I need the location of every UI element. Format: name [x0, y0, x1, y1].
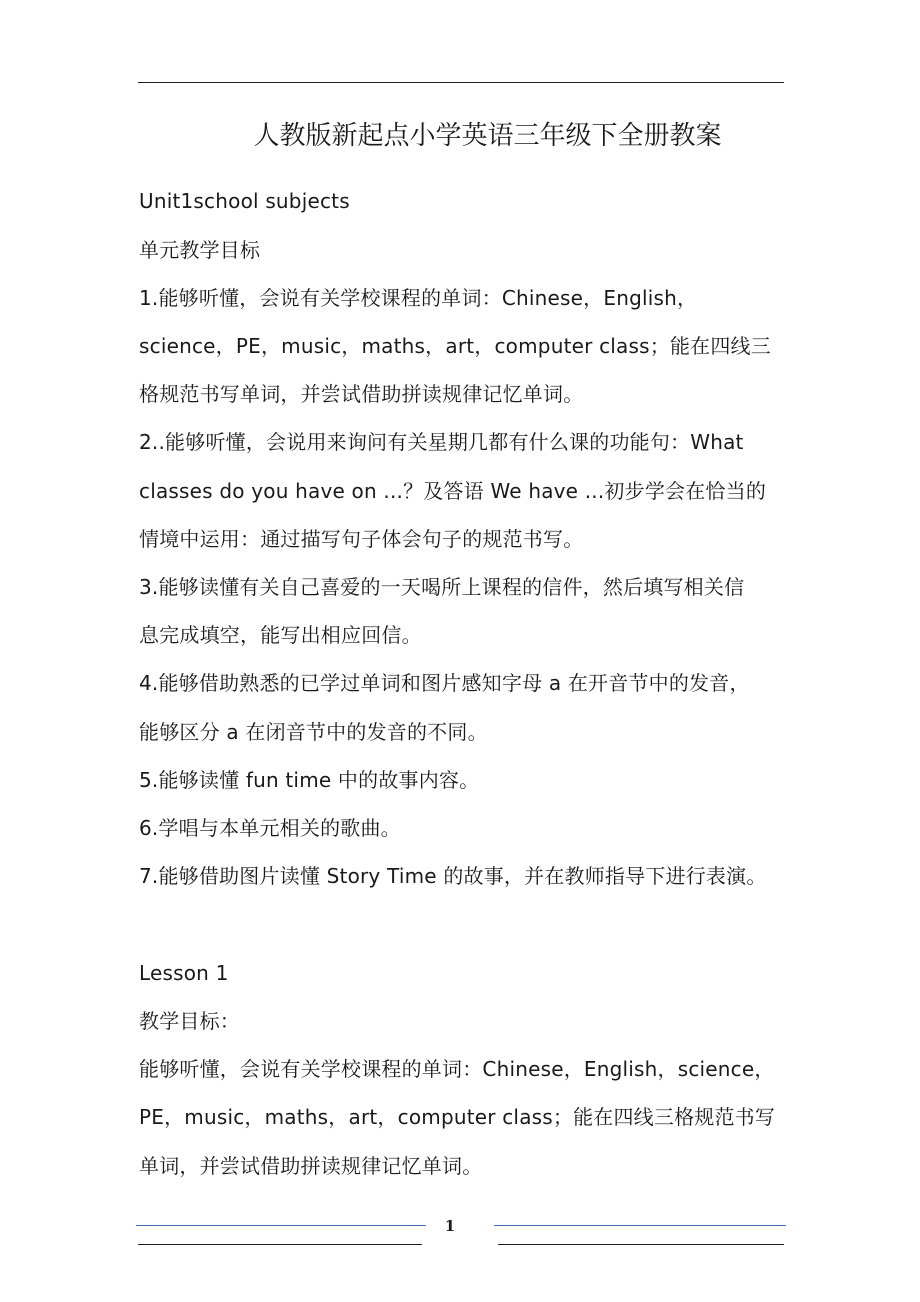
paragraph-line: 7.能够借助图片读懂 Story Time 的故事，并在教师指导下进行表演。	[139, 864, 767, 888]
paragraph-line: 4.能够借助熟悉的已学过单词和图片感知字母 a 在开音节中的发音，	[139, 671, 750, 695]
paragraph-line: 1.能够听懂，会说有关学校课程的单词：Chinese，English，	[139, 286, 698, 310]
unit-heading: Unit1school subjects	[139, 189, 350, 213]
section-heading: 单元教学目标	[139, 238, 261, 262]
paragraph-line: science，PE，music，maths，art，computer class；能在四线三	[139, 334, 771, 358]
paragraph-line: 2..能够听懂，会说用来询问有关星期几都有什么课的功能句：What	[139, 430, 744, 454]
paragraph-line: PE，music，maths，art，computer class；能在四线三格规范书写	[139, 1105, 776, 1129]
paragraph-line: 6.学唱与本单元相关的歌曲。	[139, 816, 401, 840]
paragraph-line: 5.能够读懂 fun time 中的故事内容。	[139, 768, 480, 792]
page-number: 1	[444, 1217, 456, 1235]
footer-rule-right-lower	[498, 1244, 784, 1245]
document-title-text: 人教版新起点小学英语三年级下全册教案	[253, 121, 722, 151]
paragraph-line: 情境中运用：通过描写句子体会句子的规范书写。	[139, 527, 584, 551]
paragraph-line: 能够听懂，会说有关学校课程的单词：Chinese，English，science，	[139, 1057, 775, 1081]
section-heading: 教学目标：	[139, 1009, 240, 1033]
header-rule	[138, 82, 784, 83]
footer-rule-left-upper	[136, 1225, 426, 1226]
paragraph-line: classes do you have on ...？及答语 We have ...初步学会在恰当的	[139, 479, 767, 503]
paragraph-line: 息完成填空，能写出相应回信。	[139, 623, 422, 647]
footer-rule-left-lower	[138, 1244, 422, 1245]
document-title	[0, 116, 920, 156]
lesson-heading: Lesson 1	[139, 961, 229, 985]
footer-rule-right-upper	[494, 1225, 786, 1226]
paragraph-line: 3.能够读懂有关自己喜爱的一天喝所上课程的信件，然后填写相关信	[139, 575, 745, 599]
paragraph-line: 单词，并尝试借助拼读规律记忆单词。	[139, 1154, 483, 1178]
paragraph-line: 格规范书写单词，并尝试借助拼读规律记忆单词。	[139, 382, 584, 406]
paragraph-line: 能够区分 a 在闭音节中的发音的不同。	[139, 720, 488, 744]
